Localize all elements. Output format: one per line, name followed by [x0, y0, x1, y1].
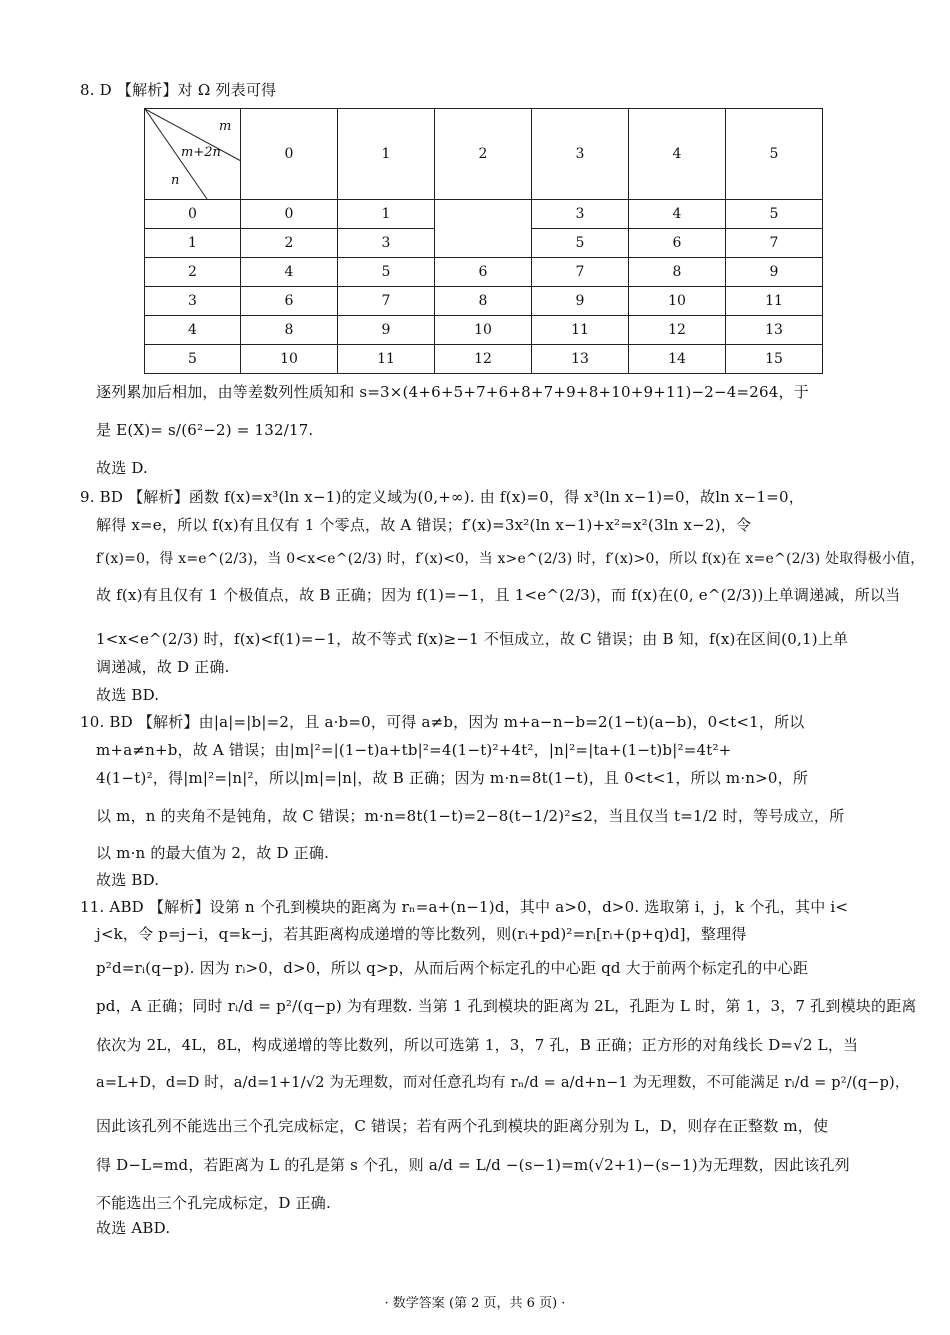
table-cell: 6	[629, 229, 726, 258]
table-cell: 1	[338, 200, 435, 229]
col-header: 1	[338, 109, 435, 200]
q9-line1: 9. BD 【解析】函数 f(x)=x³(ln x−1)的定义域为(0,+∞). 由 f(x)=0，得 x³(ln x−1)=0，故ln x−1=0，	[80, 488, 804, 506]
q8-table	[144, 108, 823, 374]
table-cell: 13	[726, 316, 823, 345]
row-header: 0	[145, 200, 241, 229]
q11-line6: a=L+D，d=D 时，a/d=1+1/√2 为无理数，而对任意孔均有 rₙ/d = a/d+n−1 为无理数，不可能满足 rᵢ/d = p²/(q−p)，	[96, 1075, 910, 1091]
col-header: 2	[435, 109, 532, 200]
q11-line3: p²d=rᵢ(q−p). 因为 rᵢ>0，d>0，所以 q>p，从而后两个标定孔的中心距 qd 大于前两个标定孔的中心距	[96, 959, 809, 977]
corner-label-m2n: m+2n	[181, 145, 221, 160]
q9-line4: 故 f(x)有且仅有 1 个极值点，故 B 正确；因为 f(1)=−1，且 1<e^(2/3)，而 f(x)在(0, e^(2/3))上单调递减，所以当	[96, 586, 901, 604]
table-row	[145, 316, 823, 345]
table-cell: 7	[338, 287, 435, 316]
table-cell: 12	[629, 316, 726, 345]
table-cell: 9	[726, 258, 823, 287]
table-cell: 13	[532, 345, 629, 374]
col-header: 5	[726, 109, 823, 200]
table-cell: 10	[629, 287, 726, 316]
table-cell: 8	[629, 258, 726, 287]
table-cell: 12	[435, 345, 532, 374]
table-cell: 2	[241, 229, 338, 258]
q11-line9: 不能选出三个孔完成标定，D 正确.	[96, 1194, 331, 1212]
table-cell: 5	[726, 200, 823, 229]
table-cell: 8	[241, 316, 338, 345]
q9-line3: f′(x)=0，得 x=e^(2/3)，当 0<x<e^(2/3) 时，f′(x)<0，当 x>e^(2/3) 时，f′(x)>0，所以 f(x)在 x=e^(2/3) 处取得极小值，	[96, 551, 925, 567]
row-header: 1	[145, 229, 241, 258]
table-cell: 0	[241, 200, 338, 229]
table-cell: 8	[435, 287, 532, 316]
table-cell: 11	[532, 316, 629, 345]
q11-line4: pd，A 正确；同时 rᵢ/d = p²/(q−p) 为有理数. 当第 1 孔到模块的距离为 2L，孔距为 L 时，第 1，3，7 孔到模块的距离	[96, 997, 917, 1015]
table-cell: 6	[435, 258, 532, 287]
q8-line3: 故选 D.	[96, 459, 149, 477]
table-cell: 5	[338, 258, 435, 287]
q11-line1: 11. ABD 【解析】设第 n 个孔到模块的距离为 rₙ=a+(n−1)d，其中 a>0，d>0. 选取第 i，j，k 个孔，其中 i<	[80, 898, 849, 916]
table-header-row	[145, 109, 823, 200]
q8-line2: 是 E(X)= s/(6²−2) = 132/17.	[96, 421, 314, 439]
table-cell: 11	[338, 345, 435, 374]
row-header: 3	[145, 287, 241, 316]
table-row	[145, 345, 823, 374]
q11-line8: 得 D−L=md，若距离为 L 的孔是第 s 个孔，则 a/d = L/d −(s−1)=m(√2+1)−(s−1)为无理数，因此该孔列	[96, 1156, 850, 1174]
q10-line1: 10. BD 【解析】由|a|=|b|=2，且 a·b=0，可得 a≠b，因为 m+a−n−b=2(1−t)(a−b)，0<t<1，所以	[80, 713, 805, 731]
row-header: 2	[145, 258, 241, 287]
table-cell: 7	[532, 258, 629, 287]
q8-line1: 逐列累加后相加，由等差数列性质知和 s=3×(4+6+5+7+6+8+7+9+8+10+9+11)−2−4=264，于	[96, 383, 809, 401]
col-header: 4	[629, 109, 726, 200]
table-cell: 3	[532, 200, 629, 229]
table-cell: 3	[338, 229, 435, 258]
table-cell: 10	[241, 345, 338, 374]
table-cell: 9	[532, 287, 629, 316]
table-cell: 6	[241, 287, 338, 316]
table-row	[145, 287, 823, 316]
table-cell: 7	[726, 229, 823, 258]
q9-line7: 故选 BD.	[96, 686, 160, 704]
q10-line5: 以 m·n 的最大值为 2，故 D 正确.	[96, 844, 330, 862]
col-header: 0	[241, 109, 338, 200]
q10-line2: m+a≠n+b，故 A 错误；由|m|²=|(1−t)a+tb|²=4(1−t)²+4t²，|n|²=|ta+(1−t)b|²=4t²+	[96, 741, 732, 759]
corner-label-n: n	[171, 173, 180, 188]
col-header: 3	[532, 109, 629, 200]
table-cell: 14	[629, 345, 726, 374]
table-row	[145, 200, 823, 229]
q10-line6: 故选 BD.	[96, 871, 160, 889]
table-row	[145, 258, 823, 287]
q9-line6: 调递减，故 D 正确.	[96, 658, 230, 676]
q8-header: 8. D 【解析】对 Ω 列表可得	[80, 81, 277, 99]
q9-line2: 解得 x=e，所以 f(x)有且仅有 1 个零点，故 A 错误；f′(x)=3x²(ln x−1)+x²=x²(3ln x−2)，令	[96, 516, 752, 534]
corner-label-m: m	[219, 119, 232, 134]
table-cell: 4	[629, 200, 726, 229]
table-cell: 11	[726, 287, 823, 316]
table-cell: 5	[532, 229, 629, 258]
q10-line4: 以 m，n 的夹角不是钝角，故 C 错误；m·n=8t(1−t)=2−8(t−1/2)²≤2，当且仅当 t=1/2 时，等号成立，所	[96, 807, 845, 825]
q11-line2: j<k，令 p=j−i，q=k−j，若其距离构成递增的等比数列，则(rᵢ+pd)²=rᵢ[rᵢ+(p+q)d]，整理得	[96, 925, 747, 943]
q11-line10: 故选 ABD.	[96, 1219, 171, 1237]
q9-line5: 1<x<e^(2/3) 时，f(x)<f(1)=−1，故不等式 f(x)≥−1 不恒成立，故 C 错误；由 B 知，f(x)在区间(0,1)上单	[96, 630, 849, 648]
table-corner-cell	[145, 109, 241, 200]
row-header: 4	[145, 316, 241, 345]
q11-line5: 依次为 2L，4L，8L，构成递增的等比数列，所以可选第 1，3，7 孔，B 正确；正方形的对角线长 D=√2 L，当	[96, 1036, 859, 1054]
q10-line3: 4(1−t)²，得|m|²=|n|²，所以|m|=|n|，故 B 正确；因为 m·n=8t(1−t)，且 0<t<1，所以 m·n>0，所	[96, 769, 809, 787]
table-cell: 4	[241, 258, 338, 287]
table-cell: 10	[435, 316, 532, 345]
q11-line7: 因此该孔列不能选出三个孔完成标定，C 错误；若有两个孔到模块的距离分别为 L，D，则存在正整数 m，使	[96, 1117, 829, 1135]
table-cell-empty	[435, 200, 532, 258]
table-cell: 9	[338, 316, 435, 345]
row-header: 5	[145, 345, 241, 374]
table-cell: 15	[726, 345, 823, 374]
page-footer: · 数学答案 (第 2 页，共 6 页) ·	[384, 1296, 566, 1311]
